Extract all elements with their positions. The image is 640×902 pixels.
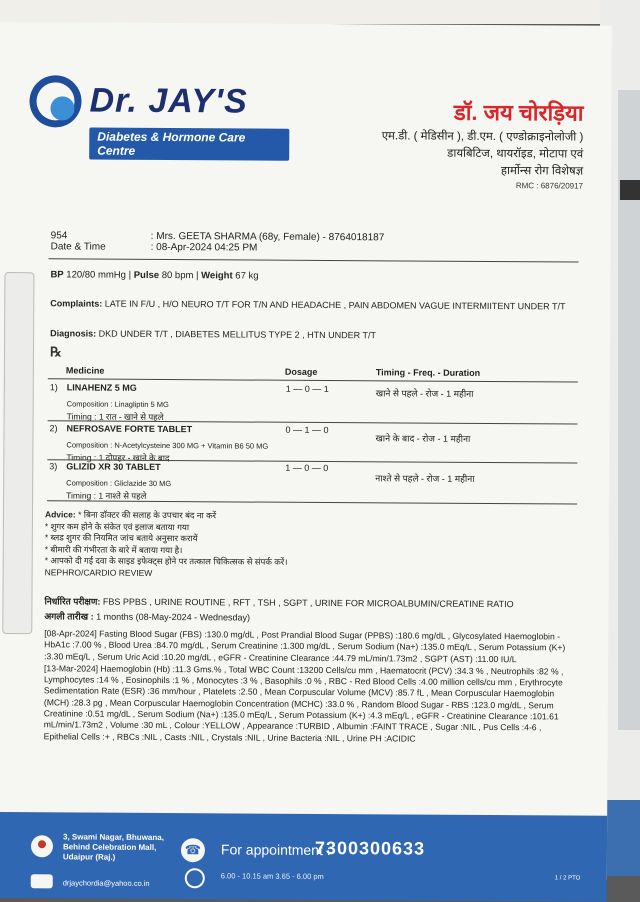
clinic-hours: 6.00 - 10.15 am 3.65 - 6.00 pm	[220, 871, 324, 881]
weight-label: Weight	[201, 270, 233, 282]
medicine-number: 3)	[49, 461, 58, 472]
advice-line: * बिना डॉक्टर की सलाह के उपचार बंद ना करें	[78, 509, 217, 521]
follow-up-label: अगली तारीख :	[44, 611, 94, 622]
doctor-info	[381, 96, 583, 190]
rmc-number: RMC : 6876/20917	[515, 181, 584, 191]
logo-emblem-icon	[29, 75, 81, 127]
medicine-number: 1)	[49, 382, 58, 393]
phone-icon: ☎	[181, 838, 205, 862]
diagnosis	[50, 327, 580, 342]
medicine-timing: Timing : 1 रात - खाने से पहले	[66, 411, 164, 423]
medicine-timing: Timing : 1 नाश्ते से पहले	[66, 490, 147, 501]
medicine-dosage: 1 — 0 — 0	[285, 462, 329, 474]
clinic-logo	[29, 67, 290, 158]
weight-value: 67 kg	[235, 270, 259, 282]
advice	[45, 509, 425, 581]
doctor-name: डॉ. जय चोरड़िया	[453, 99, 584, 126]
pulse-label: Pulse	[133, 269, 160, 281]
divider	[47, 500, 577, 504]
advice-line: * आपको दी गई दवा के साइड इफेक्ट्स होने पर तत्काल चिकित्सक से संपर्क करें।	[44, 555, 288, 568]
investigations-text: FBS PPBS , URINE ROUTINE , RFT , TSH , SGPT , URINE FOR MICROALBUMIN/CREATINE RATIO	[102, 596, 514, 610]
advice-line: * बीमारी की गंभीरता के बारे में बताया गया है।	[44, 544, 183, 555]
page-edge-mark	[620, 180, 640, 200]
logo-tagline: Diabetes & Hormone Care Centre	[89, 128, 289, 161]
clinic-address	[63, 832, 164, 863]
clock-icon	[185, 868, 205, 888]
medicine-name: NEFROSAVE FORTE TABLET	[66, 423, 193, 435]
medicine-composition: Composition : N-Acetylcysteine 300 MG + Vitamin B6 50 MG	[66, 440, 269, 451]
email-icon	[31, 874, 53, 888]
bp-value: 120/80 mmHg	[66, 269, 127, 281]
investigations-label: निर्धारित परीक्षण:	[44, 596, 101, 607]
vitals: BP 120/80 mmHg | Pulse 80 bpm | Weight 67 kg	[50, 269, 259, 282]
complaints	[50, 297, 580, 312]
prescription-sheet	[0, 22, 612, 888]
medicine-name: LINAHENZ 5 MG	[66, 382, 137, 393]
advice-label: Advice:	[44, 509, 76, 520]
visit-datetime: : 08-Apr-2024 04:25 PM	[150, 241, 258, 254]
investigations	[44, 594, 584, 610]
medicine-composition: Composition : Linagliptin 5 MG	[66, 399, 169, 410]
rx-symbol: ℞	[49, 344, 62, 360]
lab-results-mar: [13-Mar-2024] Haemoglobin (Hb) :11.3 Gms.% , Total WBC Count :13200 Cells/cu mm , Haematocrit (PCV) :34.3 % , Neutrophils :82 % , Lymphocytes :14 % , Eosinophils :1 % , Monocytes :3 % , Basophils :0 % , RBC - Red Blood Cells :4.00 million cells/cu mm , Erythrocyte Sedimentation Rate (ESR) :36 mm/hour , Platelets :2.50 , Mean Corpuscular Volume (MCV) :85.7 fL , Mean Corpuscular Haemoglobin (MCH) :28.3 pg , Mean Corpuscular Haemoglobin Concentration (MCHC) :33.0 % , Random Blood Sugar - RBS :123.0 mg/dL , Serum Creatinine :0.51 mg/dL , Serum Sodium (Na+) :135.0 mEq/L , Serum Potassium (K+) :4.3 mEq/L , eGFR - Creatinine Clearance :101.61 mL/min/1.73m2 , Volume :30 mL , Colour :YELLOW , Appearance :TURBID , Albumin :FAINT TRACE , Sugar :NIL , Pus Cells :4-6 , Epithelial Cells :+ , RBCs :NIL , Casts :NIL , Crystals :NIL , Urine Bacteria :NIL , Urine PH :ACIDIC	[43, 663, 564, 744]
location-pin-icon	[31, 835, 53, 857]
address-line: Udaipur (Raj.)	[62, 852, 116, 862]
advice-line: NEPHRO/CARDIO REVIEW	[44, 567, 153, 578]
binder-clip	[2, 272, 34, 634]
lab-results-apr: [08-Apr-2024] Fasting Blood Sugar (FBS) :130.0 mg/dL , Post Prandial Blood Sugar (PPBS) :180.6 mg/dL , Glycosylated Haemoglobin - HbA1c :7.00 % , Blood Urea :84.70 mg/dL , Serum Creatinine :1.300 mg/dL , Serum Sodium (Na+) :135.0 mEq/L , Serum Potassium (K+) :3.30 mEq/L , Serum Uric Acid :10.20 mg/dL , eGFR - Creatinine Clearance :44.79 mL/min/1.73m2 , SGPT (AST) :11.00 IU/L	[44, 628, 566, 664]
medicine-timing-freq: नाश्ते से पहले - रोज - 1 महीना	[375, 473, 475, 484]
complaints-text: LATE IN F/U , H/O NEURO T/T FOR T/N AND HEADACHE , PAIN ABDOMEN VAGUE INTERMIITENT UNDER T/T	[104, 298, 566, 312]
divider	[49, 258, 579, 262]
diagnosis-label: Diagnosis:	[50, 328, 97, 339]
advice-line: * शुगर कम होने के संकेत एवं इलाज बताया गया	[44, 520, 190, 532]
page-edge-footer	[606, 800, 640, 876]
address-line: 3, Swami Nagar, Bhuwana,	[62, 832, 164, 843]
medicine-composition: Composition : Gliclazide 30 MG	[66, 478, 172, 489]
doctor-specialty-1: डायबिटिज, थायरॉइड, मोटापा एवं	[447, 147, 584, 161]
logo-name: Dr. JAY'S	[89, 81, 248, 121]
footer	[0, 812, 607, 902]
address-line: Behind Celebration Mall,	[62, 842, 157, 852]
datetime-label: Date & Time	[50, 241, 106, 253]
dosage-header: Dosage	[284, 366, 318, 377]
timing-header: Timing - Freq. - Duration	[375, 367, 481, 378]
follow-up	[44, 609, 584, 625]
medicine-table-header	[65, 365, 586, 378]
medicine-number: 2)	[49, 423, 58, 434]
medicine-row	[49, 382, 580, 423]
appointment-label: For appointment :	[220, 841, 331, 859]
medicine-name: GLIZID XR 30 TABLET	[66, 461, 161, 472]
lab-results	[44, 628, 579, 746]
clinic-email[interactable]: drjaychordia@yahoo.co.in	[62, 878, 150, 888]
follow-up-text: 1 months (08-May-2024 - Wednesday)	[96, 611, 251, 623]
doctor-qualification: एम.डी. ( मेडिसीन ), डी.एम. ( एण्डोक्राइनोलोजी )	[381, 130, 584, 144]
pulse-value: 80 bpm	[161, 269, 194, 282]
complaints-label: Complaints:	[50, 298, 103, 309]
appointment-number[interactable]: 7300300633	[314, 837, 426, 859]
doctor-specialty-2: हार्मोन्स रोग विशेषज्ञ	[500, 165, 584, 178]
page-number: 1 / 2 PTO	[554, 875, 581, 882]
patient-id: 954	[50, 230, 68, 242]
medicine-dosage: 1 — 0 — 1	[285, 383, 329, 395]
medicine-timing-freq: खाने के बाद - रोज - 1 महीना	[375, 433, 471, 444]
patient-info	[51, 230, 581, 255]
bp-label: BP	[50, 269, 64, 281]
medicine-timing-freq: खाने से पहले - रोज - 1 महीना	[375, 388, 474, 399]
advice-line: * ब्लड शुगर की नियमित जांच बताये अनुसार करायें	[44, 532, 198, 544]
diagnosis-text: DKD UNDER T/T , DIABETES MELLITUS TYPE 2 , HTN UNDER T/T	[98, 328, 377, 341]
medicine-header: Medicine	[65, 365, 105, 376]
medicine-timing: Timing : 1 दोपहर - खाने के बाद	[66, 452, 170, 464]
medicine-dosage: 0 — 1 — 0	[285, 424, 329, 436]
patient-name: : Mrs. GEETA SHARMA (68y, Female) - 8764018187	[150, 230, 385, 244]
top-background	[0, 0, 640, 24]
